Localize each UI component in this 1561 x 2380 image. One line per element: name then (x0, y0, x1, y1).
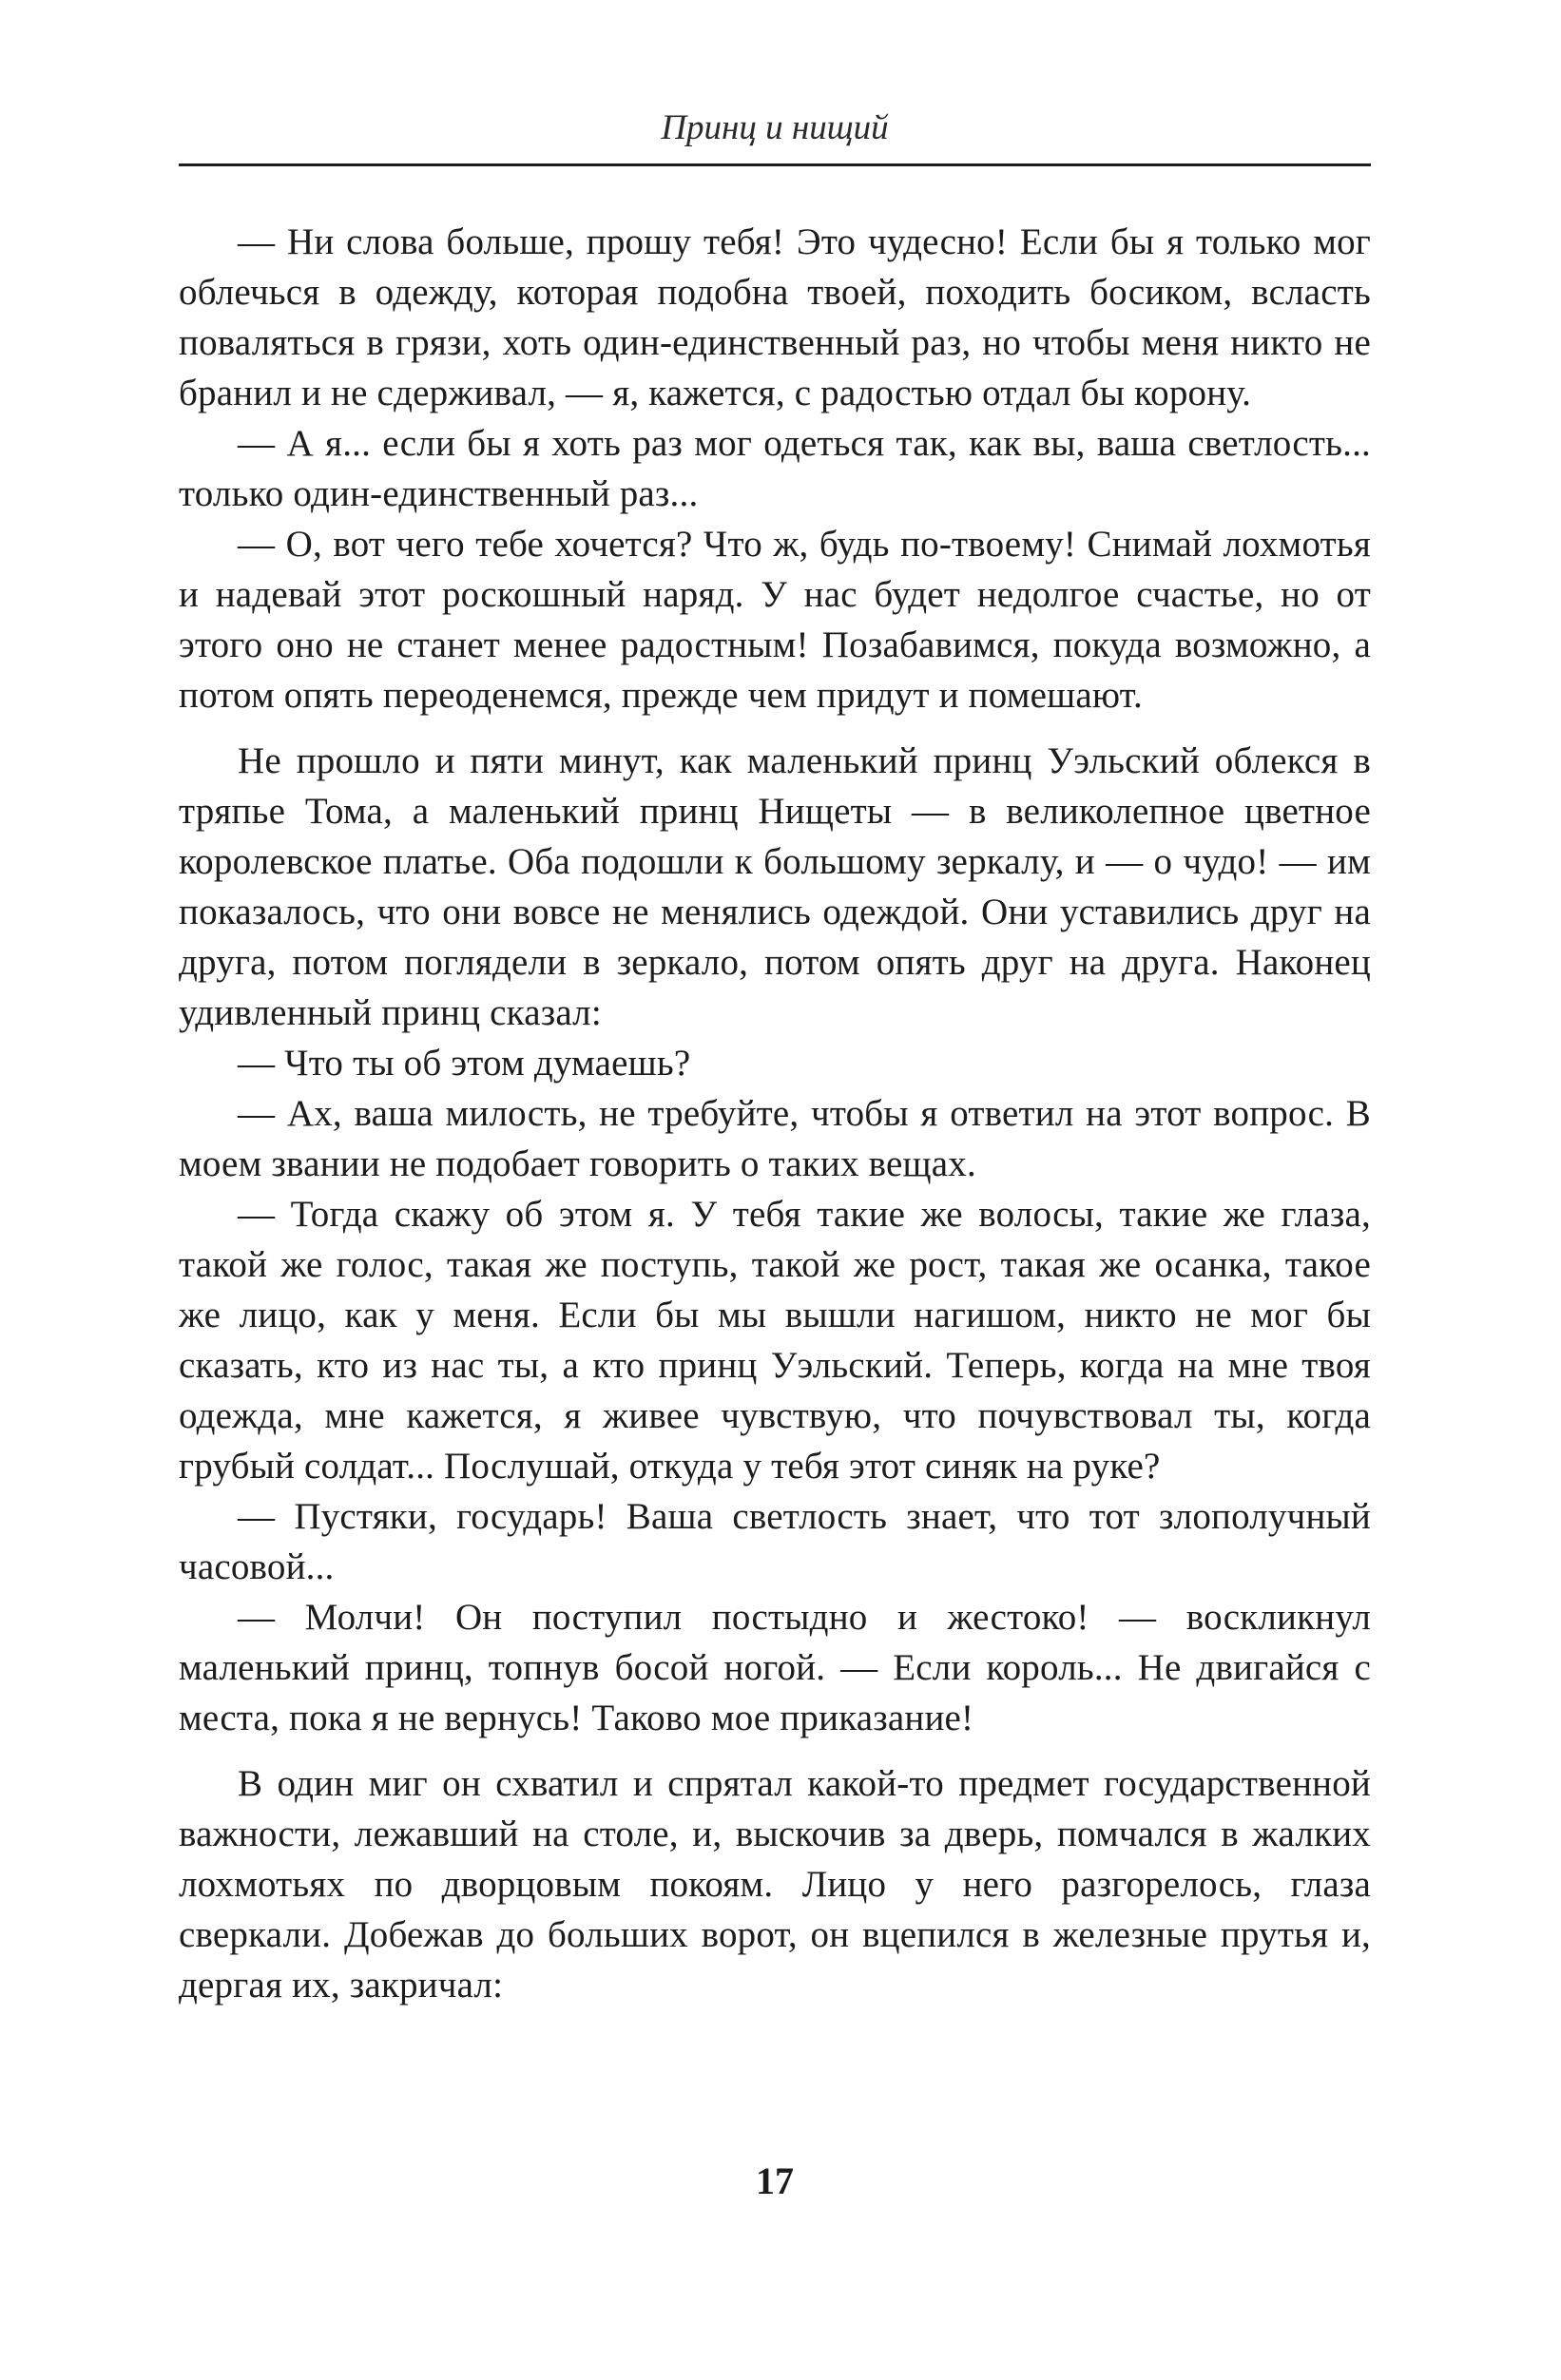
body-text (179, 217, 1371, 2010)
paragraph: — О, вот чего тебе хочется? Что ж, будь по-твоему! Снимай лохмотья и надевай этот роскошный наряд. У нас будет недолгое счастье, но от этого оно не станет менее радостным! Позабавимся, покуда возможно, а потом опять переоденемся, прежде чем придут и помешают. (179, 524, 1371, 716)
paragraph: — Что ты об этом думаешь? (238, 1043, 691, 1084)
paragraph: В один миг он схватил и спрятал какой-то предмет государственной важности, лежавший на столе, и, выскочив за дверь, помчался в жалких лохмотьях по дворцовым покоям. Лицо у него разгорелось, глаза сверкали. Добежав до больших ворот, он вцепился в железные прутья и, дергая их, закричал: (179, 1763, 1371, 2006)
header-rule (179, 163, 1371, 166)
page-number: 17 (756, 2159, 794, 2202)
paragraph: — Молчи! Он поступил постыдно и жестоко! — воскликнул маленький принц, топнув босой ногой. — Если король... Не двигайся с места, пока я не вернусь! Таково мое приказание! (179, 1597, 1371, 1738)
paragraph: — Пустяки, государь! Ваша светлость знает, что тот злополучный часовой... (179, 1496, 1371, 1587)
paragraph: Не прошло и пяти минут, как маленький принц Уэльский облекся в тряпье Тома, а маленький принц Нищеты — в великолепное цветное королевское платье. Оба подошли к большому зеркалу, и — о чудо! — им показалось, что они вовсе не менялись одеждой. Они уставились друг на друга, потом поглядели в зеркало, потом опять друг на друга. Наконец удивленный принц сказал: (179, 740, 1371, 1033)
paragraph: — Ни слова больше, прошу тебя! Это чудесно! Если бы я только мог облечься в одежду, которая подобна твоей, походить босиком, всласть поваляться в грязи, хоть один-единственный раз, но чтобы меня никто не бранил и не сдерживал, — я, кажется, с радостью отдал бы корону. (179, 221, 1371, 413)
paragraph: — Ах, ваша милость, не требуйте, чтобы я ответил на этот вопрос. В моем звании не подобает говорить о таких вещах. (179, 1093, 1371, 1184)
running-head: Принц и нищий (661, 108, 889, 147)
paragraph: — А я... если бы я хоть раз мог одеться так, как вы, ваша светлость... только один-единственный раз... (179, 423, 1371, 514)
paragraph: — Тогда скажу об этом я. У тебя такие же волосы, такие же глаза, такой же голос, такая же поступь, такой же рост, такая же осанка, такое же лицо, как у меня. Если бы мы вышли нагишом, никто не мог бы сказать, кто из нас ты, а кто принц Уэльский. Теперь, когда на мне твоя одежда, мне кажется, я живее чувствую, что почувствовал ты, когда грубый солдат... Послушай, откуда у тебя этот синяк на руке? (179, 1194, 1371, 1487)
